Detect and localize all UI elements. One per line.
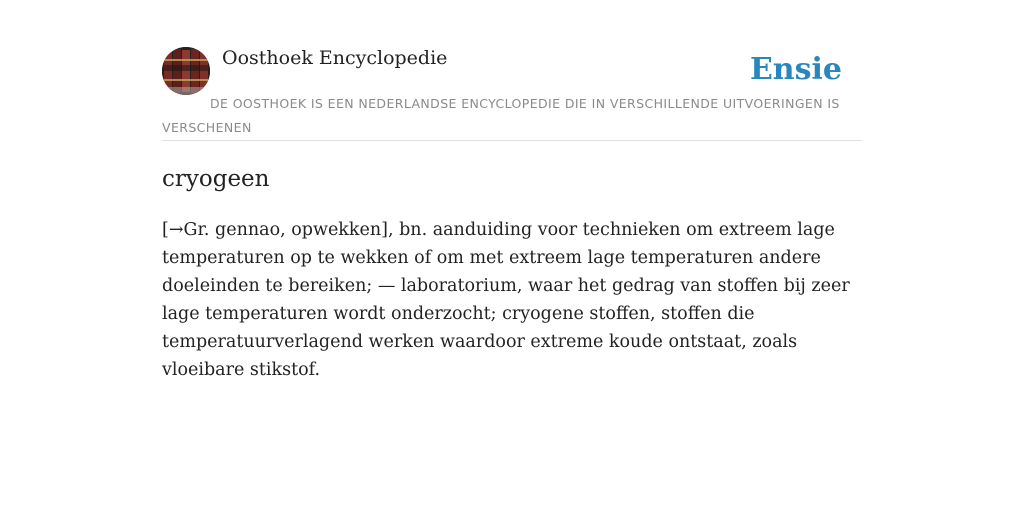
site-title[interactable]: Oosthoek Encyclopedie [222, 47, 448, 69]
site-header [162, 46, 862, 141]
encyclopedia-avatar[interactable] [162, 47, 210, 95]
site-tagline: DE OOSTHOEK IS EEN NEDERLANDSE ENCYCLOPEDIE DIE IN VERSCHILLENDE UITVOERINGEN IS VERSCHENEN [162, 96, 840, 135]
ensie-logo[interactable]: Ensie [749, 52, 842, 87]
entry-title: cryogeen [162, 166, 270, 192]
entry-definition: [→Gr. gennao, opwekken], bn. aanduiding voor technieken om extreem lage temperaturen op te wekken of om met extreem lage temperaturen andere doeleinden te bereiken; — laboratorium, waar het gedrag van stoffen bij zeer lage temperaturen wordt onderzocht; cryogene stoffen, stoffen die temperatuurverlagend werken waardoor extreme koude ontstaat, zoals vloeibare stikstof. [162, 220, 850, 380]
encyclopedia-books-icon [162, 47, 210, 95]
